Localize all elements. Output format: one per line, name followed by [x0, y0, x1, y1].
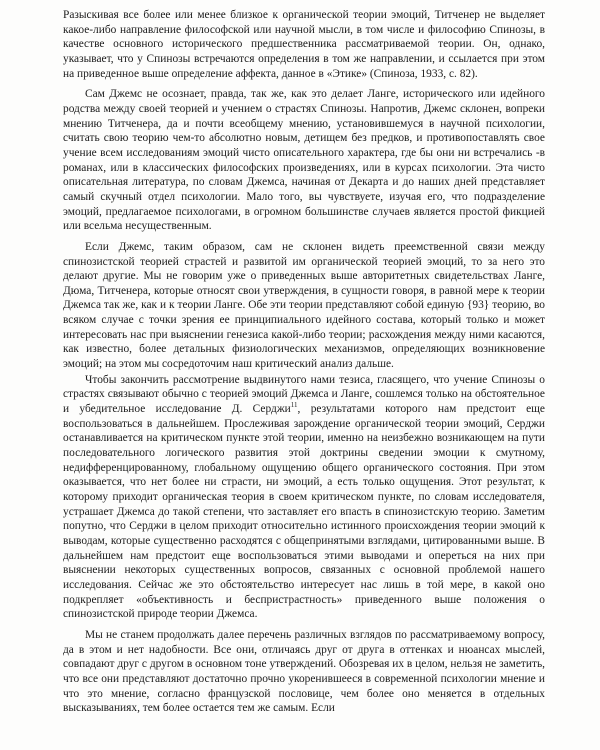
- paragraph-5: [63, 628, 545, 716]
- paragraph-4-text-continued: , результатами которого нам предстоит еще воспользоваться в дальнейшем. Прослеживая зарождение органической теории эмоций, Серджи останавливается на критическом пункте этой теории, именно на неизбежно возникающем на пути последовательного логического развития этой доктрины сведении эмоции к смутному, недифференцированному, глобальному ощущению общего органического состояния. При этом оказывается, что нет более ни страсти, ни эмоций, а есть только ощущения. Этот результат, к которому приходит органическая теория в своем критическом пункте, по словам исследователя, устрашает Джемса до такой степени, что заставляет его впасть в спинозистскую теорию. Заметим попутно, что Серджи в целом приходит относительно истинного происхождения теории эмоций к выводам, которые существенно расходятся с общепринятыми взглядами, цитированными выше. В дальнейшем нам предстоит еще воспользоваться этими выводами и опереться на них при выяснении некоторых существенных вопросов, связанных с основной проблемой нашего исследования. Сейчас же это обстоятельство интересует нас лишь в той мере, в какой оно подкрепляет «объективность и беспристрастность» приведенного выше положения о спинозистской природе теории Джемса.: [63, 403, 545, 621]
- paragraph-2-text: Сам Джемс не осознает, правда, так же, как это делает Ланге, исторического или идейного родства между своей теорией и учением о страстях Спинозы. Напротив, Джемс склонен, вопреки мнению Титченера, да и почти всеобщему мнению, установившемуся в научной психологии, считать свою теорию чем-то абсолютно новым, детищем без предков, и противопоставлять свое учение всем исследованиям эмоций чисто описательного характера, где бы они ни встречались -в романах, или в классических философских произведениях, или в курсах психологии. Эта чисто описательная литература, по словам Джемса, начиная от Декарта и до наших дней представляет самый скучный отдел психологии. Мало того, вы чувствуете, изучая его, что подразделение эмоций, предлагаемое психологами, в огромном большинстве случаев является простой фикцией или всельма несущественным.: [63, 88, 545, 233]
- paragraph-3-text: Если Джемс, таким образом, сам не склонен видеть преемственной связи между спинозистской теорией страстей и развитой им органической теорией эмоций, то за него это делают другие. Мы не говорим уже о приведенных выше авторитетных свидетельствах Ланге, Дюма, Титченера, которые относят свои утверждения, в сущности говоря, в равной мере к теории Джемса так же, как и к теории Ланге. Обе эти теории представляют собой единую {93} теорию, во всяком случае с точки зрения ее принципиального идейного состава, который только и может интересовать нас при выяснении генезиса какой-либо теории; расхождения между ними касаются, как известно, более детальных физиологических механизмов, определяющих возникновение эмоций; на этом мы сосредоточим наш критический анализ дальше.: [63, 240, 545, 371]
- footnote-marker[interactable]: 11: [290, 401, 298, 410]
- paragraph-1: [63, 8, 545, 81]
- paragraph-1-text: Разыскивая все более или менее близкое к органической теории эмоций, Титченер не выделяет какое-либо направление философской или научной мысли, в том числе и философию Спинозы, в качестве основного исторического предшественника рассматриваемой теории. Он, однако, указывает, что у Спинозы встречаются определения в том же направлении, и ссылается при этом на приведенное выше определение аффекта, данное в «Этике» (Спиноза, 1933, с. 82).: [63, 9, 545, 80]
- paragraph-4-text: Чтобы закончить рассмотрение выдвинутого нами тезиса, гласящего, что учение Спинозы о страстях связывают обычно с теорией эмоций Джемса и Ланге, сошлемся только на обстоятельное и убедительное исследование Д. Серджи: [63, 373, 545, 416]
- paragraph-2: [63, 87, 545, 234]
- paragraph-5-text: Мы не станем продолжать далее перечень различных взглядов по рассматриваемому вопросу, да в этом и нет надобности. Все они, отличаясь друг от друга в оттенках и нюансах мыслей, совпадают друг с другом в основном тоне утверждений. Обозревая их в целом, нельзя не заметить, что все они представляют достаточно прочно укоренившееся в современной психологии мнение и что это мнение, согласно французской пословице, чем более оно меняется в отдельных высказываниях, тем более остается тем же самым. Если: [63, 628, 545, 715]
- paragraph-4: [63, 373, 545, 622]
- text-column: [63, 8, 545, 717]
- paragraph-3: [63, 240, 545, 372]
